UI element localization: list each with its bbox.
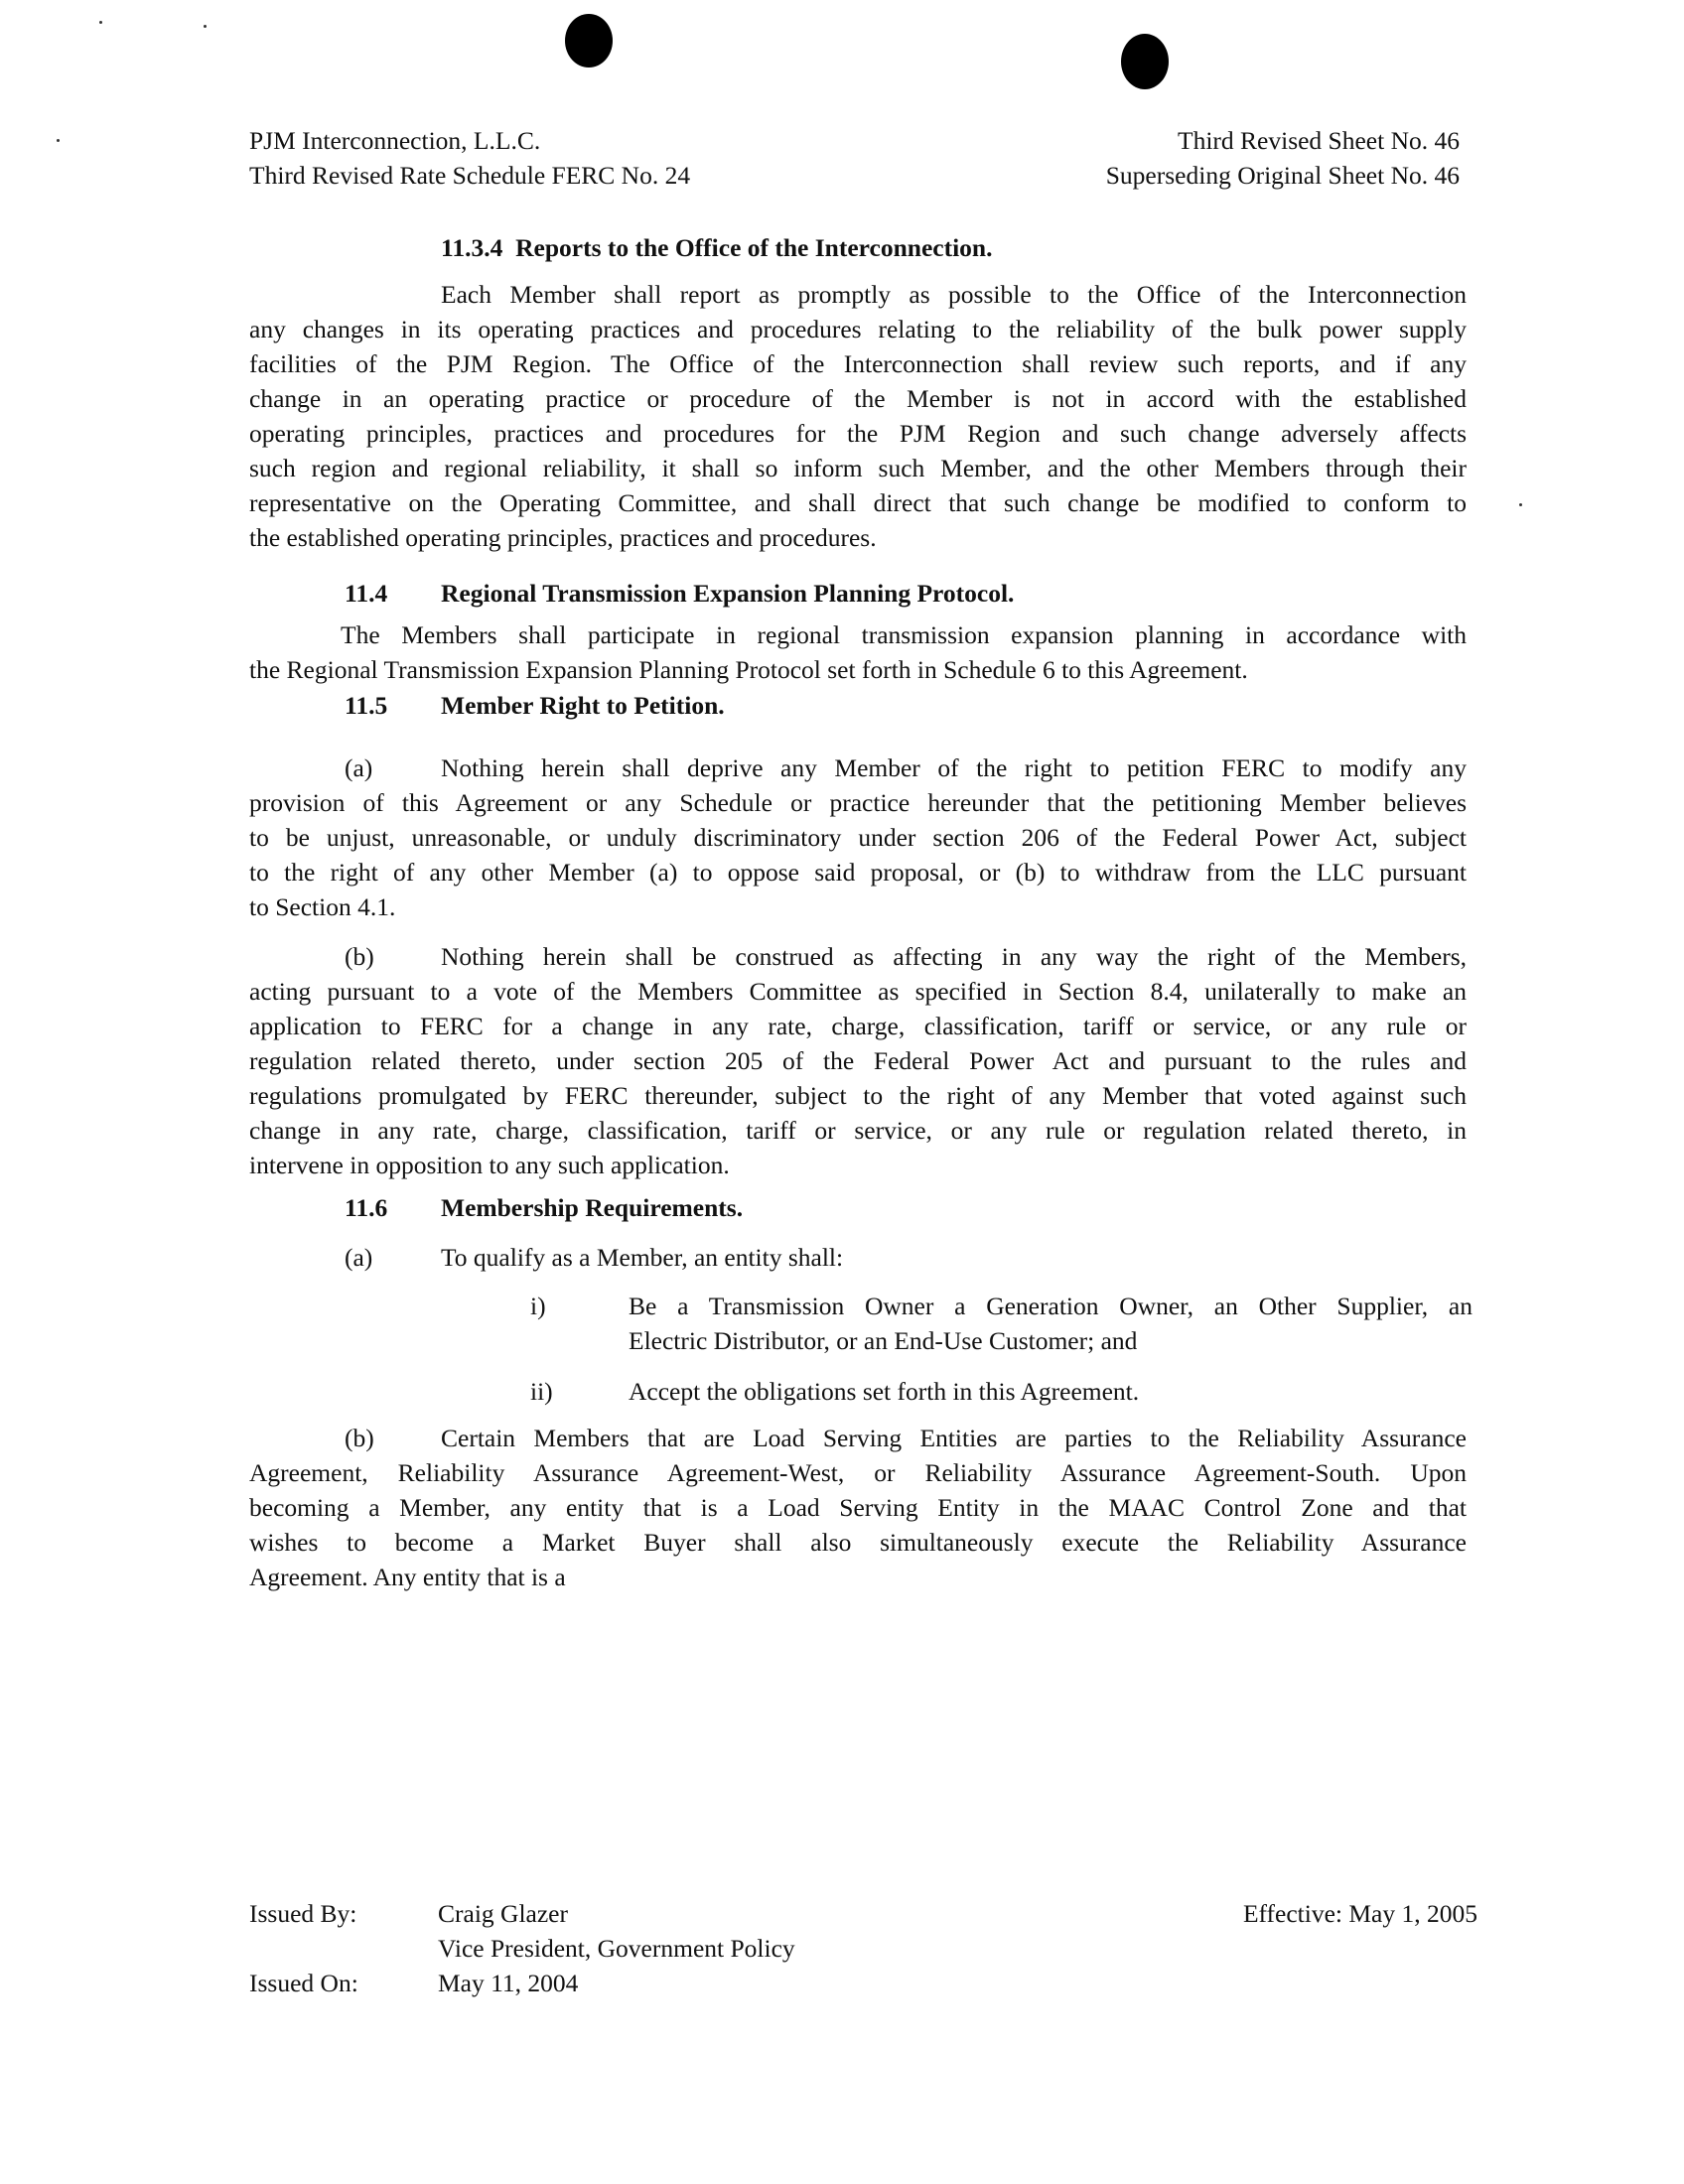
issued-by-block xyxy=(438,1896,795,2000)
text-line: regulations promulgated by FERC thereunder, subject to the right of any Member that voted against such xyxy=(249,1081,1467,1110)
punch-hole xyxy=(565,14,613,68)
section-heading-11-3-4 xyxy=(441,233,992,263)
text-line: change in any rate, charge, classification, tariff or service, or any rule or regulation related thereto, in xyxy=(249,1116,1467,1145)
text-line: facilities of the PJM Region. The Office of the Interconnection shall review such reports, and if any xyxy=(249,349,1467,378)
subitem-text-i xyxy=(629,1289,1473,1358)
text-line: Electric Distributor, or an End-Use Customer; and xyxy=(629,1326,1138,1355)
text-line: application to FERC for a change in any rate, charge, classification, tariff or service, or any rule or xyxy=(249,1012,1467,1040)
text-line: to the right of any other Member (a) to oppose said proposal, or (b) to withdraw from the LLC pursuant xyxy=(249,858,1467,887)
section-heading-11-5 xyxy=(345,691,387,721)
item-label-a: (a) xyxy=(345,1243,373,1272)
paragraph-11-5-b xyxy=(249,939,1467,1182)
section-heading-11-4 xyxy=(345,579,387,609)
rate-schedule: Third Revised Rate Schedule FERC No. 24 xyxy=(249,161,691,190)
text-line: Be a Transmission Owner a Generation Owner, an Other Supplier, an xyxy=(629,1292,1473,1320)
company-name: PJM Interconnection, L.L.C. xyxy=(249,126,541,155)
issued-by-label: Issued By: xyxy=(249,1899,357,1928)
text-line: Nothing herein shall be construed as affecting in any way the right of the Members, xyxy=(441,942,1467,971)
text-line: wishes to become a Market Buyer shall also simultaneously execute the Reliability Assurance xyxy=(249,1528,1467,1557)
text-line: intervene in opposition to any such application. xyxy=(249,1151,730,1179)
text-line: representative on the Operating Committee, and shall direct that such change be modified to conform to xyxy=(249,488,1467,517)
paragraph-11-5-a xyxy=(249,751,1467,924)
punch-hole xyxy=(1121,34,1169,89)
section-title-11-5: Member Right to Petition. xyxy=(441,691,725,720)
section-number: 11.3.4 xyxy=(441,233,503,262)
paragraph-11-4 xyxy=(249,617,1467,687)
issued-on-label: Issued On: xyxy=(249,1969,358,1997)
text-line: regulation related thereto, under section 205 of the Federal Power Act and pursuant to the rules and xyxy=(249,1046,1467,1075)
scan-speck xyxy=(1519,503,1522,506)
section-title: Reports to the Office of the Interconnection. xyxy=(515,233,993,262)
superseding-sheet: Superseding Original Sheet No. 46 xyxy=(1105,161,1460,190)
issuer-name: Craig Glazer xyxy=(438,1899,568,1928)
section-number: 11.5 xyxy=(345,691,388,720)
sheet-number: Third Revised Sheet No. 46 xyxy=(1178,126,1460,155)
paragraph-11-6-b xyxy=(249,1421,1467,1594)
text-line: Certain Members that are Load Serving Entities are parties to the Reliability Assurance xyxy=(441,1424,1467,1452)
text-line: The Members shall participate in regional transmission expansion planning in accordance with xyxy=(341,620,1467,649)
header-left xyxy=(249,123,690,193)
item-label-b: (b) xyxy=(345,942,374,971)
paragraph-11-3-4 xyxy=(249,277,1467,555)
effective-date: Effective: May 1, 2005 xyxy=(1242,1899,1477,1928)
issuer-title: Vice President, Government Policy xyxy=(438,1934,795,1963)
text-line: Nothing herein shall deprive any Member of the right to petition FERC to modify any xyxy=(441,753,1467,782)
item-label-b: (b) xyxy=(345,1424,374,1452)
section-number: 11.4 xyxy=(345,579,388,608)
text-line: any changes in its operating practices and procedures relating to the reliability of the bulk power supply xyxy=(249,315,1467,343)
section-number: 11.6 xyxy=(345,1193,388,1222)
section-title-11-4: Regional Transmission Expansion Planning Protocol. xyxy=(441,579,1015,608)
scan-speck xyxy=(57,139,60,142)
text-line: change in an operating practice or procedure of the Member is not in accord with the established xyxy=(249,384,1467,413)
section-title-11-6: Membership Requirements. xyxy=(441,1193,744,1222)
text-line: the established operating principles, practices and procedures. xyxy=(249,523,877,552)
text-line: Agreement. Any entity that is a xyxy=(249,1563,566,1591)
section-heading-11-6 xyxy=(345,1193,387,1223)
text-line: Each Member shall report as promptly as possible to the Office of the Interconnection xyxy=(441,280,1467,309)
text-line: becoming a Member, any entity that is a Load Serving Entity in the MAAC Control Zone and that xyxy=(249,1493,1467,1522)
text-line: to be unjust, unreasonable, or unduly discriminatory under section 206 of the Federal Power Act, subject xyxy=(249,823,1467,852)
item-label-a: (a) xyxy=(345,753,373,782)
text-line: provision of this Agreement or any Schedule or practice hereunder that the petitioning Member believes xyxy=(249,788,1467,817)
subitem-label-i: i) xyxy=(530,1292,546,1320)
text-line: the Regional Transmission Expansion Planning Protocol set forth in Schedule 6 to this Agreement. xyxy=(249,655,1248,684)
text-line: operating principles, practices and procedures for the PJM Region and such change adversely affects xyxy=(249,419,1467,448)
text-line: Agreement, Reliability Assurance Agreement-West, or Reliability Assurance Agreement-South. Upon xyxy=(249,1458,1467,1487)
scan-speck xyxy=(204,25,207,28)
subitem-label-ii: ii) xyxy=(530,1377,553,1406)
subitem-text-ii: Accept the obligations set forth in this Agreement. xyxy=(629,1377,1140,1406)
scan-speck xyxy=(99,21,102,24)
issued-on-date: May 11, 2004 xyxy=(438,1969,579,1997)
header-right xyxy=(1106,123,1460,193)
item-text-a: To qualify as a Member, an entity shall: xyxy=(441,1243,844,1272)
text-line: acting pursuant to a vote of the Members Committee as specified in Section 8.4, unilaterally to make an xyxy=(249,977,1467,1006)
text-line: such region and regional reliability, it shall so inform such Member, and the other Members through their xyxy=(249,454,1467,482)
text-line: to Section 4.1. xyxy=(249,892,396,921)
